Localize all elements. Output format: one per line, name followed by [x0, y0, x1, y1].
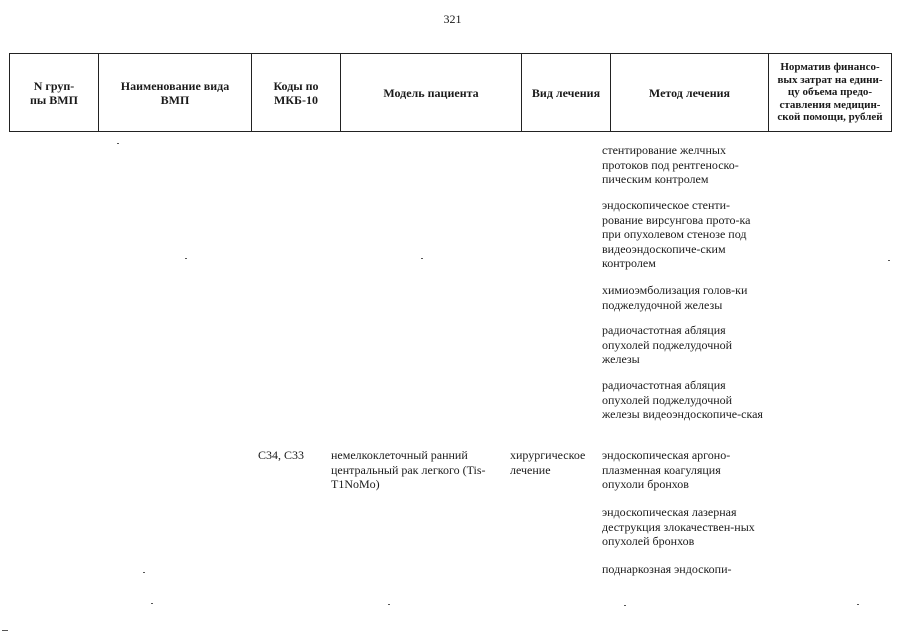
method-item: эндоскопическое стенти-рование вирсунгова прото-ка при опухолевом стенозе под видеоэндоскопиче-ским контролем [602, 198, 751, 270]
table-header [9, 53, 892, 132]
method-item: химиоэмболизация голов-ки поджелудочной железы [602, 283, 748, 312]
header-name [98, 54, 251, 131]
method-item: радиочастотная абляция опухолей поджелудочной железы видеоэндоскопиче-ская [602, 378, 763, 421]
header-group-text: N груп- пы ВМП [30, 78, 78, 107]
header-model-text: Модель пациента [383, 85, 479, 100]
header-norm [768, 54, 892, 131]
scan-speck [624, 605, 626, 606]
header-method [610, 54, 768, 131]
header-norm-text: Норматив финансо- вых затрат на едини- цу объема предо- ставления медицин- ской помощи, рублей [777, 61, 883, 124]
page-number: 321 [443, 12, 462, 26]
row-codes: C34, C33 [258, 448, 305, 462]
method-item: эндоскопическая аргоно-плазменная коагуляция опухоли бронхов [602, 448, 731, 491]
scan-speck [2, 630, 8, 631]
header-treatment-type [521, 54, 610, 131]
scan-speck [185, 258, 187, 259]
header-name-text: Наименование вида ВМП [120, 78, 230, 107]
method-item: поднаркозная эндоскопи- [602, 562, 732, 576]
scan-speck [421, 258, 423, 259]
header-model [340, 54, 521, 131]
scan-speck [151, 603, 153, 604]
header-codes-text: Коды по МКБ-10 [273, 78, 319, 107]
scan-speck [143, 572, 145, 573]
method-item: радиочастотная абляция опухолей поджелудочной железы [602, 323, 733, 366]
row-patient-model: немелкоклеточный ранний центральный рак легкого (Tis-T1NoMo) [331, 448, 486, 491]
scan-speck [117, 143, 119, 144]
scan-speck [888, 260, 890, 261]
header-codes [251, 54, 340, 131]
scan-speck [388, 604, 390, 605]
header-group [9, 54, 98, 131]
method-item: стентирование желчных протоков под рентгеноско-пическим контролем [602, 143, 739, 186]
header-method-text: Метод лечения [648, 85, 731, 100]
row-treatment-type: хирургическое лечение [510, 448, 586, 477]
method-item: эндоскопическая лазерная деструкция злокачествен-ных опухолей бронхов [602, 505, 755, 548]
header-treatment-type-text: Вид лечения [531, 85, 601, 100]
scan-speck [857, 604, 859, 605]
